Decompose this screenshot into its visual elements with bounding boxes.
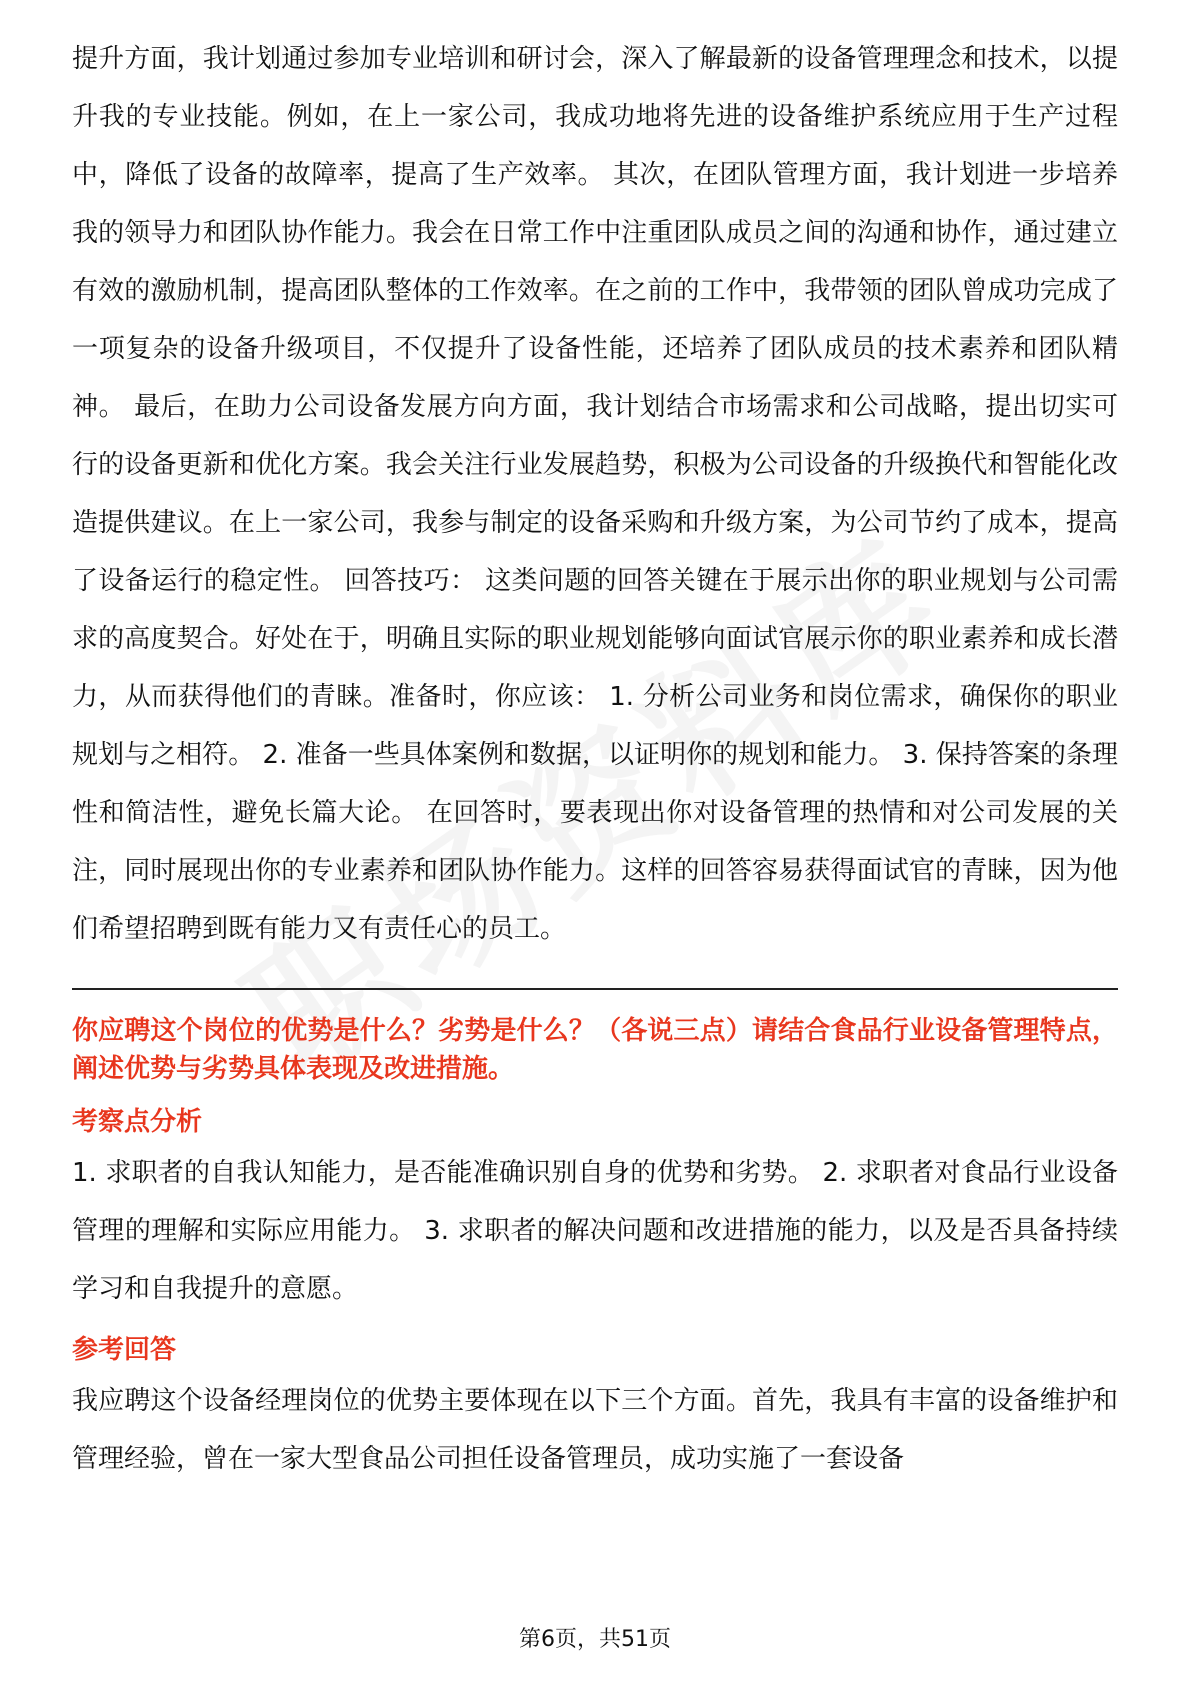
analysis-heading: 考察点分析 (72, 1107, 203, 1137)
page-footer: 第6页，共51页 (519, 1627, 671, 1652)
answer-paragraph: 我应聘这个设备经理岗位的优势主要体现在以下三个方面。首先，我具有丰富的设备维护和管理经验，曾在一家大型食品公司担任设备管理员，成功实施了一套设备 (72, 1386, 1118, 1474)
section-divider (72, 988, 1118, 990)
continuation-paragraph: 提升方面，我计划通过参加专业培训和研讨会，深入了解最新的设备管理理念和技术，以提升我的专业技能。例如，在上一家公司，我成功地将先进的设备维护系统应用于生产过程中，降低了设备的故障率，提高了生产效率。 其次，在团队管理方面，我计划进一步培养我的领导力和团队协作能力。我会在日常工作中注重团队成员之间的沟通和协作，通过建立有效的激励机制，提高团队整体的工作效率。在之前的工作中，我带领的团队曾成功完成了一项复杂的设备升级项目，不仅提升了设备性能，还培养了团队成员的技术素养和团队精神。 最后，在助力公司设备发展方向方面，我计划结合市场需求和公司战略，提出切实可行的设备更新和优化方案。我会关注行业发展趋势，积极为公司设备的升级换代和智能化改造提供建议。在上一家公司，我参与制定的设备采购和升级方案，为公司节约了成本，提高了设备运行的稳定性。 回答技巧： 这类问题的回答关键在于展示出你的职业规划与公司需求的高度契合。好处在于，明确且实际的职业规划能够向面试官展示你的职业素养和成长潜力，从而获得他们的青睐。准备时，你应该： 1. 分析公司业务和岗位需求，确保你的职业规划与之相符。 2. 准备一些具体案例和数据，以证明你的规划和能力。 3. 保持答案的条理性和简洁性，避免长篇大论。 在回答时，要表现出你对设备管理的热情和对公司发展的关注，同时展现出你的专业素养和团队协作能力。这样的回答容易获得面试官的青睐，因为他们希望招聘到既有能力又有责任心的员工。 (72, 44, 1118, 944)
question-title: 你应聘这个岗位的优势是什么？劣势是什么？（各说三点）请结合食品行业设备管理特点，阐述优势与劣势具体表现及改进措施。 (72, 1016, 1118, 1084)
analysis-paragraph: 1. 求职者的自我认知能力，是否能准确识别自身的优势和劣势。 2. 求职者对食品行业设备管理的理解和实际应用能力。 3. 求职者的解决问题和改进措施的能力，以及是否具备持续学习和自我提升的意愿。 (72, 1158, 1118, 1304)
document-page (72, 30, 1118, 1488)
answer-heading: 参考回答 (72, 1335, 177, 1365)
